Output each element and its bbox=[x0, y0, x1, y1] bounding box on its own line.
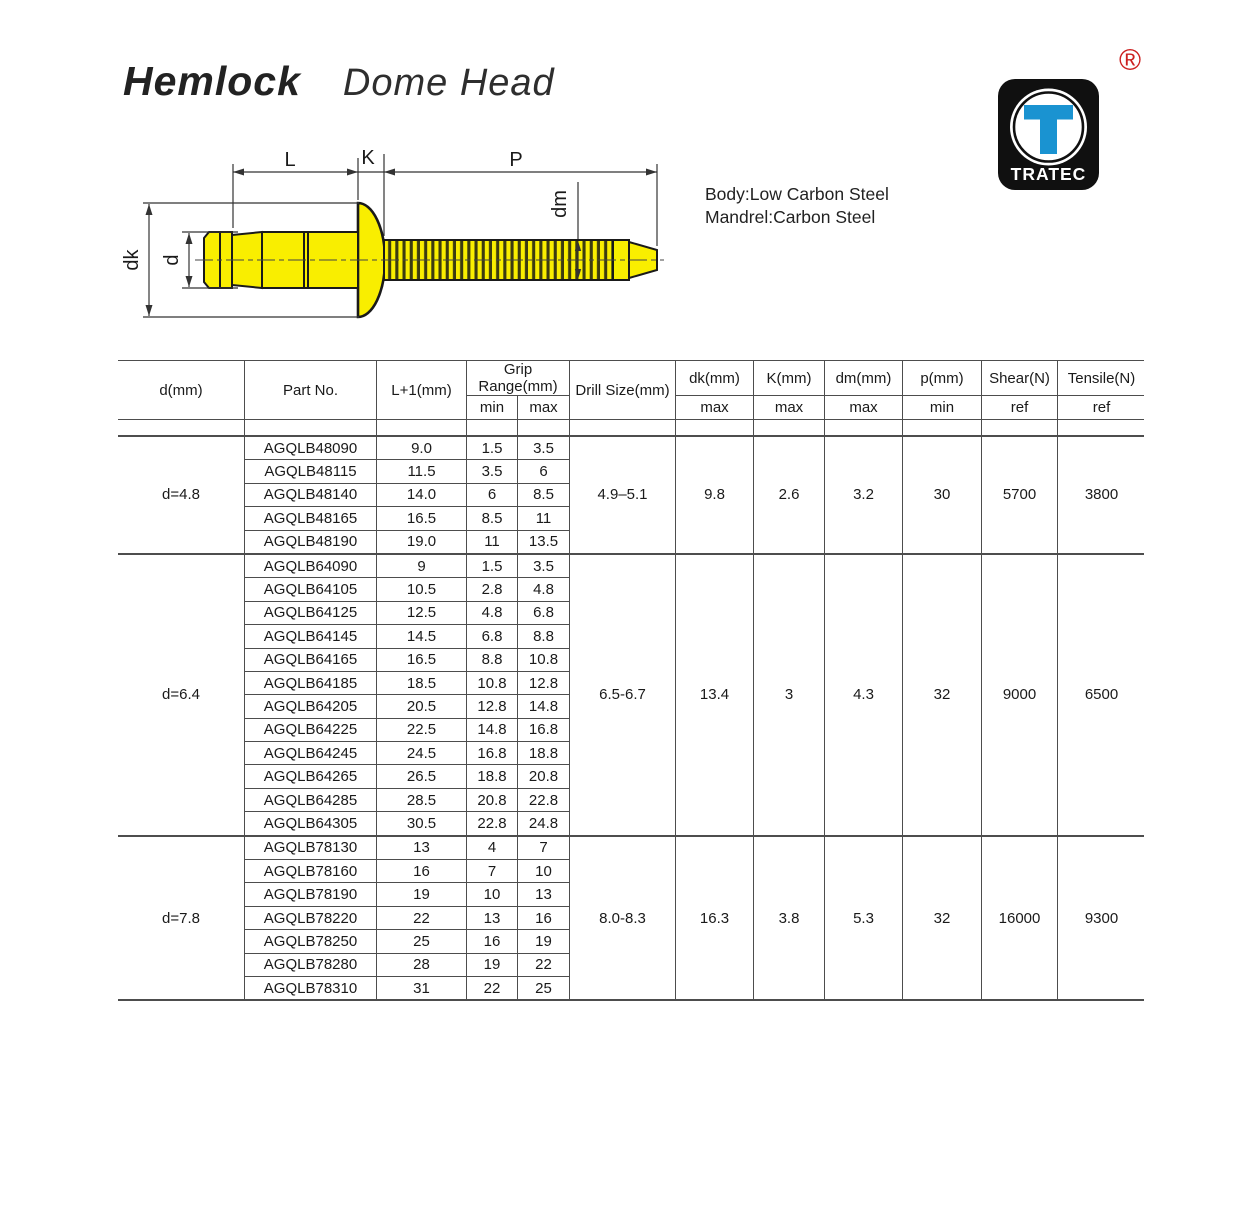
cell-grip-max: 6.8 bbox=[518, 601, 570, 624]
col-header-d: d(mm) bbox=[118, 361, 245, 420]
cell-l1: 20.5 bbox=[377, 695, 467, 718]
subheader-grip-min: min bbox=[467, 396, 518, 420]
cell-grip-min: 4 bbox=[467, 836, 518, 860]
col-header-shear: Shear(N) bbox=[982, 361, 1058, 396]
cell-grip-max: 12.8 bbox=[518, 671, 570, 694]
cell-grip-max: 24.8 bbox=[518, 812, 570, 836]
cell-part-no: AGQLB78250 bbox=[245, 930, 377, 953]
cell-grip-min: 1.5 bbox=[467, 554, 518, 578]
cell-part-no: AGQLB64090 bbox=[245, 554, 377, 578]
cell-grip-max: 13 bbox=[518, 883, 570, 906]
cell-grip-min: 22 bbox=[467, 976, 518, 1000]
dim-label-dk: dk bbox=[121, 249, 143, 271]
cell-part-no: AGQLB64305 bbox=[245, 812, 377, 836]
cell-part-no: AGQLB64145 bbox=[245, 625, 377, 648]
cell-grip-min: 8.5 bbox=[467, 507, 518, 530]
cell-l1: 22.5 bbox=[377, 718, 467, 741]
cell-p-min: 32 bbox=[903, 554, 982, 836]
cell-part-no: AGQLB78130 bbox=[245, 836, 377, 860]
cell-l1: 13 bbox=[377, 836, 467, 860]
cell-dk-max: 16.3 bbox=[676, 836, 754, 1001]
cell-grip-min: 8.8 bbox=[467, 648, 518, 671]
cell-diameter-group: d=7.8 bbox=[118, 836, 245, 1001]
page-title bbox=[123, 58, 555, 105]
cell-part-no: AGQLB48090 bbox=[245, 436, 377, 460]
cell-part-no: AGQLB78160 bbox=[245, 860, 377, 883]
dim-label-P: P bbox=[509, 149, 523, 171]
cell-part-no: AGQLB78220 bbox=[245, 906, 377, 929]
cell-tensile: 3800 bbox=[1058, 436, 1145, 554]
col-header-k: K(mm) bbox=[754, 361, 825, 396]
subheader-tensile: ref bbox=[1058, 396, 1145, 420]
cell-grip-min: 10 bbox=[467, 883, 518, 906]
cell-grip-max: 8.5 bbox=[518, 483, 570, 506]
cell-l1: 19.0 bbox=[377, 530, 467, 554]
cell-grip-min: 20.8 bbox=[467, 788, 518, 811]
cell-l1: 11.5 bbox=[377, 460, 467, 483]
cell-l1: 25 bbox=[377, 930, 467, 953]
logo-text: TRATEC bbox=[1010, 164, 1087, 184]
cell-grip-min: 10.8 bbox=[467, 671, 518, 694]
subheader-k: max bbox=[754, 396, 825, 420]
cell-l1: 14.0 bbox=[377, 483, 467, 506]
cell-k-max: 2.6 bbox=[754, 436, 825, 554]
cell-grip-min: 7 bbox=[467, 860, 518, 883]
col-header-p: p(mm) bbox=[903, 361, 982, 396]
subheader-grip-max: max bbox=[518, 396, 570, 420]
cell-part-no: AGQLB78280 bbox=[245, 953, 377, 976]
table-row bbox=[118, 436, 1144, 460]
cell-dm-max: 3.2 bbox=[825, 436, 903, 554]
cell-grip-max: 14.8 bbox=[518, 695, 570, 718]
cell-part-no: AGQLB64105 bbox=[245, 578, 377, 601]
cell-l1: 9 bbox=[377, 554, 467, 578]
cell-grip-max: 8.8 bbox=[518, 625, 570, 648]
cell-p-min: 30 bbox=[903, 436, 982, 554]
table-row bbox=[118, 554, 1144, 578]
cell-l1: 16 bbox=[377, 860, 467, 883]
cell-grip-max: 18.8 bbox=[518, 742, 570, 765]
cell-part-no: AGQLB64245 bbox=[245, 742, 377, 765]
cell-grip-min: 13 bbox=[467, 906, 518, 929]
cell-shear: 16000 bbox=[982, 836, 1058, 1001]
dim-label-L: L bbox=[284, 149, 296, 171]
cell-drill-size: 8.0-8.3 bbox=[570, 836, 676, 1001]
col-header-dk: dk(mm) bbox=[676, 361, 754, 396]
rivet-drawing bbox=[100, 140, 680, 345]
cell-grip-max: 25 bbox=[518, 976, 570, 1000]
material-mandrel: Mandrel:Carbon Steel bbox=[705, 207, 876, 227]
cell-l1: 28.5 bbox=[377, 788, 467, 811]
table-row bbox=[118, 836, 1144, 860]
cell-part-no: AGQLB64205 bbox=[245, 695, 377, 718]
cell-grip-max: 3.5 bbox=[518, 554, 570, 578]
cell-diameter-group: d=6.4 bbox=[118, 554, 245, 836]
col-header-part: Part No. bbox=[245, 361, 377, 420]
cell-grip-min: 22.8 bbox=[467, 812, 518, 836]
cell-grip-max: 22.8 bbox=[518, 788, 570, 811]
cell-grip-min: 2.8 bbox=[467, 578, 518, 601]
cell-l1: 31 bbox=[377, 976, 467, 1000]
cell-part-no: AGQLB64265 bbox=[245, 765, 377, 788]
cell-part-no: AGQLB78190 bbox=[245, 883, 377, 906]
cell-part-no: AGQLB64285 bbox=[245, 788, 377, 811]
cell-l1: 10.5 bbox=[377, 578, 467, 601]
subheader-dk: max bbox=[676, 396, 754, 420]
dim-label-K: K bbox=[361, 147, 375, 169]
col-header-grip: Grip Range(mm) bbox=[467, 361, 570, 396]
subheader-p: min bbox=[903, 396, 982, 420]
cell-part-no: AGQLB64185 bbox=[245, 671, 377, 694]
cell-grip-max: 22 bbox=[518, 953, 570, 976]
cell-grip-min: 1.5 bbox=[467, 436, 518, 460]
spec-table bbox=[118, 360, 1144, 1001]
cell-grip-max: 11 bbox=[518, 507, 570, 530]
cell-grip-min: 14.8 bbox=[467, 718, 518, 741]
cell-grip-min: 3.5 bbox=[467, 460, 518, 483]
registered-mark: ® bbox=[1119, 44, 1142, 77]
cell-grip-max: 20.8 bbox=[518, 765, 570, 788]
cell-grip-max: 10 bbox=[518, 860, 570, 883]
cell-grip-min: 4.8 bbox=[467, 601, 518, 624]
cell-shear: 9000 bbox=[982, 554, 1058, 836]
cell-tensile: 6500 bbox=[1058, 554, 1145, 836]
cell-l1: 22 bbox=[377, 906, 467, 929]
cell-shear: 5700 bbox=[982, 436, 1058, 554]
cell-grip-max: 16 bbox=[518, 906, 570, 929]
col-header-l1: L+1(mm) bbox=[377, 361, 467, 420]
dim-label-dm: dm bbox=[549, 190, 571, 218]
cell-grip-max: 19 bbox=[518, 930, 570, 953]
subheader-dm: max bbox=[825, 396, 903, 420]
cell-l1: 14.5 bbox=[377, 625, 467, 648]
cell-l1: 9.0 bbox=[377, 436, 467, 460]
material-body: Body:Low Carbon Steel bbox=[705, 184, 889, 204]
cell-grip-max: 6 bbox=[518, 460, 570, 483]
cell-l1: 28 bbox=[377, 953, 467, 976]
cell-part-no: AGQLB48115 bbox=[245, 460, 377, 483]
cell-part-no: AGQLB48165 bbox=[245, 507, 377, 530]
spacer-row bbox=[118, 420, 1144, 437]
cell-grip-max: 3.5 bbox=[518, 436, 570, 460]
cell-grip-min: 11 bbox=[467, 530, 518, 554]
materials-note bbox=[705, 183, 889, 229]
subheader-shear: ref bbox=[982, 396, 1058, 420]
brand-logo bbox=[997, 78, 1100, 191]
cell-dm-max: 4.3 bbox=[825, 554, 903, 836]
col-header-dm: dm(mm) bbox=[825, 361, 903, 396]
cell-l1: 18.5 bbox=[377, 671, 467, 694]
col-header-drill: Drill Size(mm) bbox=[570, 361, 676, 420]
cell-k-max: 3 bbox=[754, 554, 825, 836]
spec-table-wrap bbox=[118, 360, 1144, 1001]
col-header-tensile: Tensile(N) bbox=[1058, 361, 1145, 396]
cell-grip-max: 7 bbox=[518, 836, 570, 860]
cell-grip-min: 19 bbox=[467, 953, 518, 976]
cell-grip-max: 10.8 bbox=[518, 648, 570, 671]
cell-l1: 12.5 bbox=[377, 601, 467, 624]
cell-grip-max: 13.5 bbox=[518, 530, 570, 554]
cell-part-no: AGQLB48140 bbox=[245, 483, 377, 506]
cell-grip-min: 12.8 bbox=[467, 695, 518, 718]
cell-l1: 16.5 bbox=[377, 648, 467, 671]
dim-label-d: d bbox=[161, 254, 183, 266]
page-title-product: Dome Head bbox=[342, 62, 555, 104]
cell-drill-size: 4.9–5.1 bbox=[570, 436, 676, 554]
cell-part-no: AGQLB48190 bbox=[245, 530, 377, 554]
cell-grip-max: 4.8 bbox=[518, 578, 570, 601]
cell-part-no: AGQLB78310 bbox=[245, 976, 377, 1000]
cell-l1: 30.5 bbox=[377, 812, 467, 836]
cell-grip-min: 6.8 bbox=[467, 625, 518, 648]
cell-dk-max: 13.4 bbox=[676, 554, 754, 836]
tratec-logo-icon bbox=[997, 78, 1100, 191]
cell-l1: 19 bbox=[377, 883, 467, 906]
cell-diameter-group: d=4.8 bbox=[118, 436, 245, 554]
cell-p-min: 32 bbox=[903, 836, 982, 1001]
cell-l1: 16.5 bbox=[377, 507, 467, 530]
cell-grip-min: 6 bbox=[467, 483, 518, 506]
cell-grip-min: 16.8 bbox=[467, 742, 518, 765]
cell-dm-max: 5.3 bbox=[825, 836, 903, 1001]
cell-tensile: 9300 bbox=[1058, 836, 1145, 1001]
cell-grip-max: 16.8 bbox=[518, 718, 570, 741]
cell-grip-min: 16 bbox=[467, 930, 518, 953]
cell-k-max: 3.8 bbox=[754, 836, 825, 1001]
cell-l1: 26.5 bbox=[377, 765, 467, 788]
cell-dk-max: 9.8 bbox=[676, 436, 754, 554]
cell-l1: 24.5 bbox=[377, 742, 467, 765]
cell-part-no: AGQLB64165 bbox=[245, 648, 377, 671]
page-title-brand: Hemlock bbox=[123, 58, 301, 104]
cell-grip-min: 18.8 bbox=[467, 765, 518, 788]
cell-part-no: AGQLB64125 bbox=[245, 601, 377, 624]
cell-drill-size: 6.5-6.7 bbox=[570, 554, 676, 836]
cell-part-no: AGQLB64225 bbox=[245, 718, 377, 741]
